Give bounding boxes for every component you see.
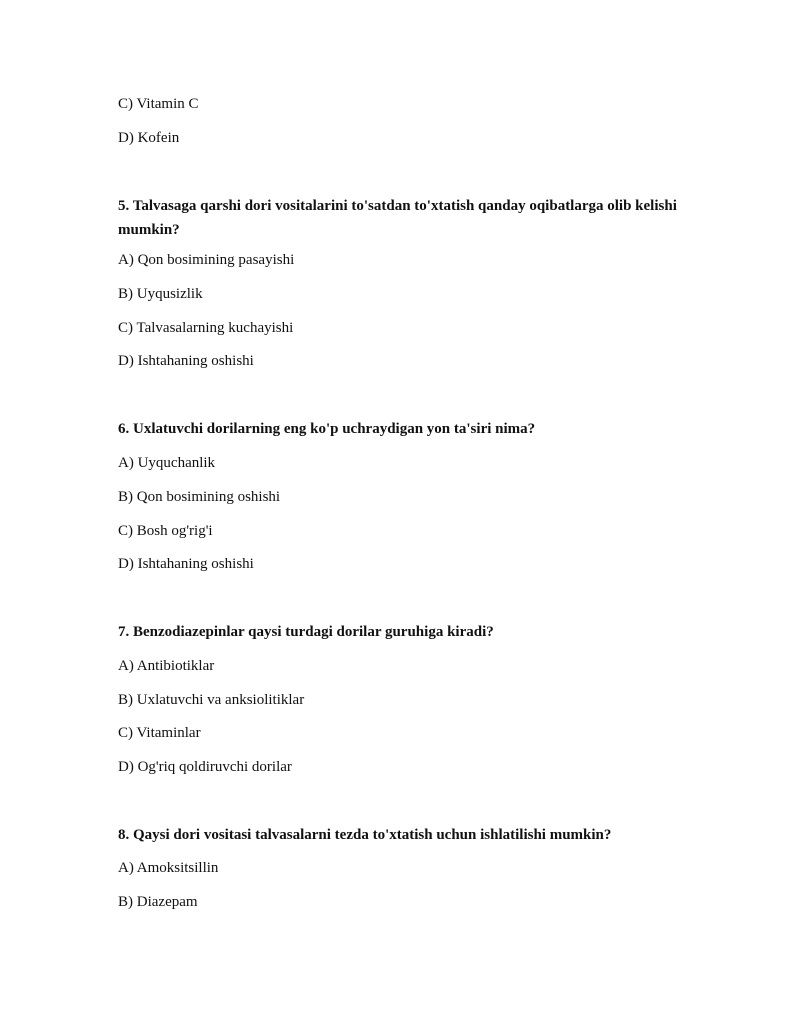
option-b: B) Uxlatuvchi va anksiolitiklar	[118, 692, 305, 708]
question-6: 6. Uxlatuvchi dorilarning eng ko'p uchraydigan yon ta'siri nima?	[118, 421, 536, 437]
option-c: C) Bosh og'rig'i	[118, 523, 213, 539]
question-8: 8. Qaysi dori vositasi talvasalarni tezda to'xtatish uchun ishlatilishi mumkin?	[118, 827, 612, 843]
option-a: A) Uyquchanlik	[118, 455, 216, 471]
option-a: A) Amoksitsillin	[118, 860, 219, 876]
option-a: A) Qon bosimining pasayishi	[118, 252, 295, 268]
option-b: B) Diazepam	[118, 894, 198, 910]
option-c: C) Vitaminlar	[118, 725, 201, 741]
option-d: D) Og'riq qoldiruvchi dorilar	[118, 759, 292, 775]
option-c: C) Talvasalarning kuchayishi	[118, 320, 294, 336]
option-d: D) Ishtahaning oshishi	[118, 353, 254, 369]
option-c: C) Vitamin C	[118, 96, 199, 112]
option-b: B) Qon bosimining oshishi	[118, 489, 281, 505]
option-b: B) Uyqusizlik	[118, 286, 203, 302]
option-d: D) Ishtahaning oshishi	[118, 556, 254, 572]
option-a: A) Antibiotiklar	[118, 658, 215, 674]
question-7: 7. Benzodiazepinlar qaysi turdagi dorilar guruhiga kiradi?	[118, 624, 494, 640]
option-d: D) Kofein	[118, 130, 180, 146]
question-5: 5. Talvasaga qarshi dori vositalarini to'satdan to'xtatish qanday oqibatlarga olib kelishi mumkin?	[118, 198, 677, 238]
